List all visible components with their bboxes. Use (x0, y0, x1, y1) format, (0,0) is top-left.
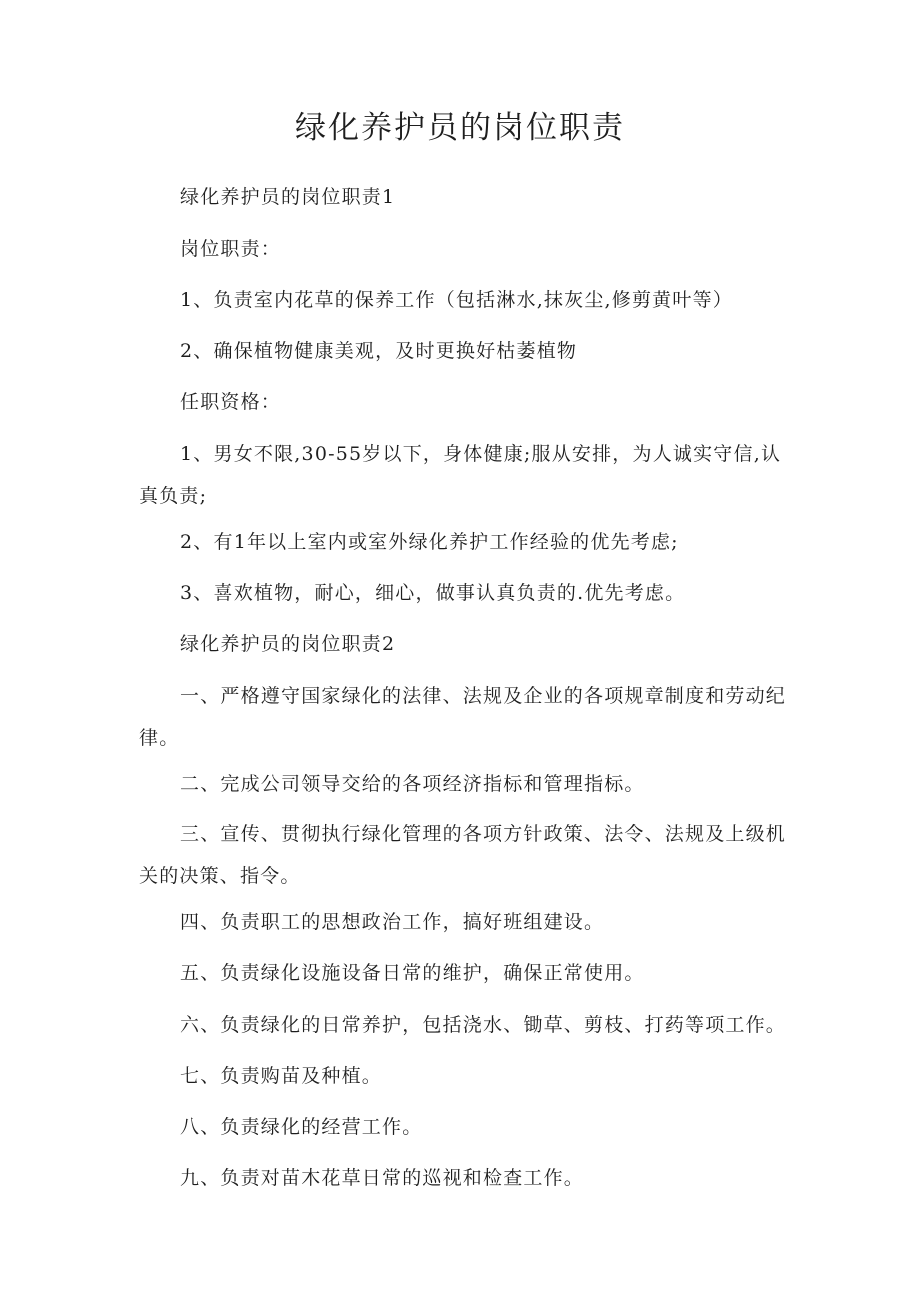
paragraph-qualification-2: 2、有1年以上室内或室外绿化养护工作经验的优先考虑; (180, 531, 679, 553)
section-heading-2: 绿化养护员的岗位职责2 (180, 633, 396, 655)
document-title: 绿化养护员的岗位职责 (295, 110, 625, 146)
paragraph-qualification-3: 3、喜欢植物，耐心，细心，做事认真负责的.优先考虑。 (180, 582, 686, 604)
paragraph-item-3: 三、宣传、贯彻执行绿化管理的各项方针政策、法令、法规及上级机关的决策、指令。 (139, 823, 787, 887)
paragraph-qualifications-label: 任职资格： (180, 391, 282, 413)
paragraph-duties-label: 岗位职责： (180, 238, 282, 260)
section-heading-1: 绿化养护员的岗位职责1 (180, 186, 396, 208)
paragraph-duty-2: 2、确保植物健康美观，及时更换好枯萎植物 (180, 340, 578, 362)
paragraph-duty-1: 1、负责室内花草的保养工作（包括淋水,抹灰尘,修剪黄叶等） (180, 289, 733, 311)
paragraph-item-9: 九、负责对苗木花草日常的巡视和检查工作。 (180, 1167, 585, 1189)
paragraph-item-6: 六、负责绿化的日常养护，包括浇水、锄草、剪枝、打药等项工作。 (180, 1014, 787, 1036)
paragraph-item-8: 八、负责绿化的经营工作。 (180, 1116, 423, 1138)
paragraph-item-2: 二、完成公司领导交给的各项经济指标和管理指标。 (180, 773, 645, 795)
paragraph-item-4: 四、负责职工的思想政治工作，搞好班组建设。 (180, 911, 605, 933)
paragraph-item-1: 一、严格遵守国家绿化的法律、法规及企业的各项规章制度和劳动纪律。 (139, 685, 787, 749)
paragraph-item-5: 五、负责绿化设施设备日常的维护，确保正常使用。 (180, 962, 645, 984)
paragraph-qualification-1: 1、男女不限,30-55岁以下，身体健康;服从安排，为人诚实守信,认真负责; (139, 443, 782, 507)
paragraph-item-7: 七、负责购苗及种植。 (180, 1065, 383, 1087)
